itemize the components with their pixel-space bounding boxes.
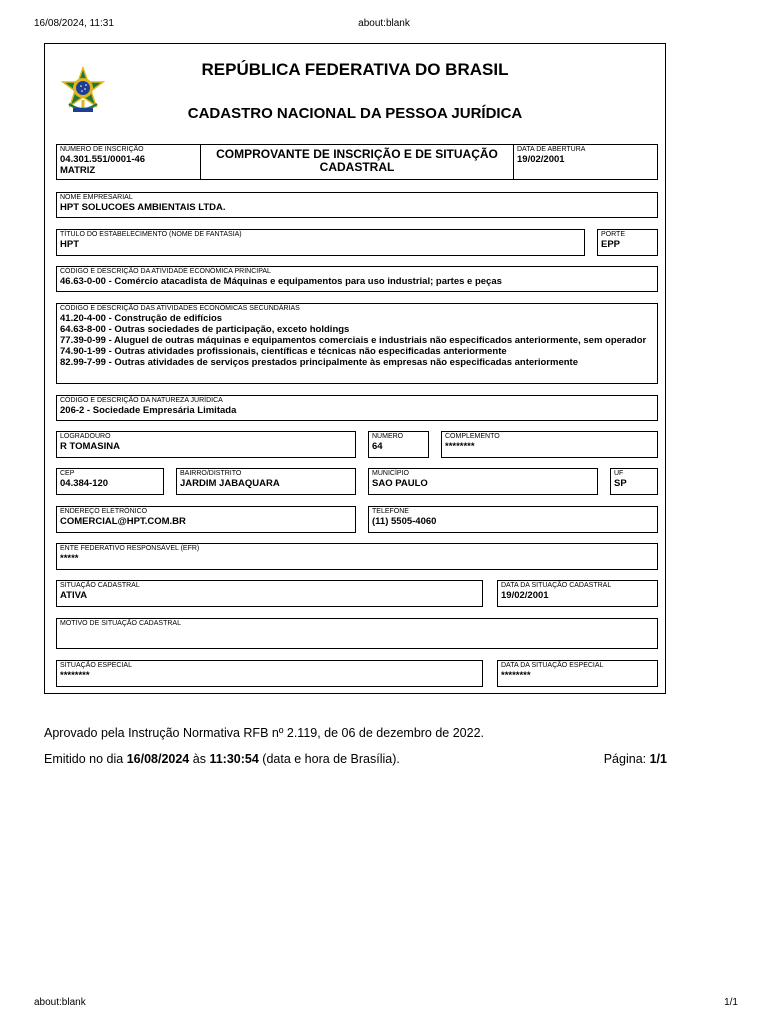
page-value: 1/1 [649, 752, 667, 766]
nome-box [56, 192, 658, 218]
nome-value: HPT SOLUCOES AMBIENTAIS LTDA. [60, 202, 226, 213]
issued-mid: às [192, 752, 206, 766]
complemento-value: ******** [445, 441, 475, 452]
data-situacao-label: DATA DA SITUAÇÃO CADASTRAL [501, 582, 612, 589]
cep-label: CEP [60, 470, 75, 477]
cep-box [56, 468, 164, 495]
country-title: REPÚBLICA FEDERATIVA DO BRASIL [201, 60, 509, 79]
telefone-value: (11) 5505-4060 [372, 516, 437, 527]
telefone-label: TELEFONE [372, 508, 409, 515]
numero-label: NÚMERO [372, 433, 404, 440]
efr-label: ENTE FEDERATIVO RESPONSÁVEL (EFR) [60, 545, 200, 552]
atividade-secundaria-item: 74.90-1-99 - Outras atividades profissionais, científicas e técnicas não especificadas anteriormente [60, 346, 507, 357]
situacao-box [56, 580, 483, 607]
page-label: Página: [603, 752, 647, 766]
email-value: COMERCIAL@HPT.COM.BR [60, 516, 186, 527]
print-footer-page: 1/1 [724, 997, 738, 1008]
municipio-box [368, 468, 598, 495]
document-title: COMPROVANTE DE INSCRIÇÃO E DE SITUAÇÃO CADASTRAL [200, 144, 514, 180]
complemento-label: COMPLEMENTO [445, 433, 500, 440]
efr-box [56, 543, 658, 570]
page-indicator [604, 752, 667, 766]
motivo-label: MOTIVO DE SITUAÇÃO CADASTRAL [60, 620, 181, 627]
atividade-secundaria-item: 41.20-4-00 - Construção de edifícios [60, 313, 223, 324]
fantasia-label: TÍTULO DO ESTABELECIMENTO (NOME DE FANTASIA) [60, 231, 242, 238]
fantasia-box [56, 229, 585, 256]
inscricao-type: MATRIZ [60, 165, 96, 176]
municipio-label: MUNICÍPIO [372, 470, 409, 477]
atividade-principal-label: CÓDIGO E DESCRIÇÃO DA ATIVIDADE ECONÔMICA PRINCIPAL [60, 268, 271, 275]
data-situacao-especial-box [497, 660, 658, 687]
bairro-box [176, 468, 356, 495]
logradouro-value: R TOMASINA [60, 441, 120, 452]
logradouro-box [56, 431, 356, 458]
uf-value: SP [614, 478, 627, 489]
efr-value: ***** [60, 553, 79, 564]
issued-suffix: (data e hora de Brasília). [262, 752, 400, 766]
bairro-value: JARDIM JABAQUARA [180, 478, 280, 489]
atividade-secundaria-item: 77.39-0-99 - Aluguel de outras máquinas e equipamentos comerciais e industriais não especificados anteriormente, sem operador [60, 335, 647, 346]
inscricao-label: NÚMERO DE INSCRIÇÃO [60, 146, 144, 153]
issued-prefix: Emitido no dia [44, 752, 124, 766]
print-page-title: about:blank [358, 18, 410, 29]
registry-title: CADASTRO NACIONAL DA PESSOA JURÍDICA [187, 105, 523, 122]
inscricao-value: 04.301.551/0001-46 [60, 154, 146, 165]
issued-date: 16/08/2024 [126, 752, 190, 766]
situacao-especial-value: ******** [60, 670, 90, 681]
data-situacao-especial-label: DATA DA SITUAÇÃO ESPECIAL [501, 662, 604, 669]
natureza-value: 206-2 - Sociedade Empresária Limitada [60, 405, 237, 416]
email-label: ENDEREÇO ELETRÔNICO [60, 508, 148, 515]
numero-box [368, 431, 429, 458]
issued-note [44, 752, 400, 766]
porte-box [597, 229, 658, 256]
data-situacao-value: 19/02/2001 [501, 590, 549, 601]
motivo-box [56, 618, 658, 649]
print-datetime: 16/08/2024, 11:31 [34, 18, 114, 29]
inscricao-box [56, 144, 201, 180]
nome-label: NOME EMPRESARIAL [60, 194, 133, 201]
atividades-secundarias-box [56, 303, 658, 384]
telefone-box [368, 506, 658, 533]
data-situacao-especial-value: ******** [501, 670, 531, 681]
atividades-secundarias-label: CÓDIGO E DESCRIÇÃO DAS ATIVIDADES ECONÔMICAS SECUNDÁRIAS [60, 305, 300, 312]
atividade-secundaria-item: 64.63-8-00 - Outras sociedades de participação, exceto holdings [60, 324, 350, 335]
print-footer-url: about:blank [34, 997, 86, 1008]
abertura-label: DATA DE ABERTURA [517, 146, 586, 153]
numero-value: 64 [372, 441, 383, 452]
uf-box [610, 468, 658, 495]
bairro-label: BAIRRO/DISTRITO [180, 470, 242, 477]
cep-value: 04.384-120 [60, 478, 109, 489]
porte-label: PORTE [601, 231, 625, 238]
atividade-secundaria-item: 82.99-7-99 - Outras atividades de serviços prestados principalmente às empresas não especificadas anteriormente [60, 357, 578, 368]
uf-label: UF [614, 470, 624, 477]
porte-value: EPP [601, 239, 621, 250]
logradouro-label: LOGRADOURO [60, 433, 111, 440]
fantasia-value: HPT [60, 239, 79, 250]
issued-time: 11:30:54 [209, 752, 259, 766]
atividade-principal-box [56, 266, 658, 292]
email-box [56, 506, 356, 533]
abertura-box [513, 144, 658, 180]
municipio-value: SAO PAULO [372, 478, 428, 489]
data-situacao-box [497, 580, 658, 607]
situacao-especial-box [56, 660, 483, 687]
approval-note: Aprovado pela Instrução Normativa RFB nº 2.119, de 06 de dezembro de 2022. [44, 726, 485, 740]
situacao-label: SITUAÇÃO CADASTRAL [60, 582, 140, 589]
situacao-especial-label: SITUAÇÃO ESPECIAL [60, 662, 132, 669]
complemento-box [441, 431, 658, 458]
natureza-box [56, 395, 658, 421]
abertura-value: 19/02/2001 [517, 154, 565, 165]
atividade-principal-value: 46.63-0-00 - Comércio atacadista de Máquinas e equipamentos para uso industrial; partes e peças [60, 276, 502, 287]
situacao-value: ATIVA [60, 590, 88, 601]
natureza-label: CÓDIGO E DESCRIÇÃO DA NATUREZA JURÍDICA [60, 397, 223, 404]
